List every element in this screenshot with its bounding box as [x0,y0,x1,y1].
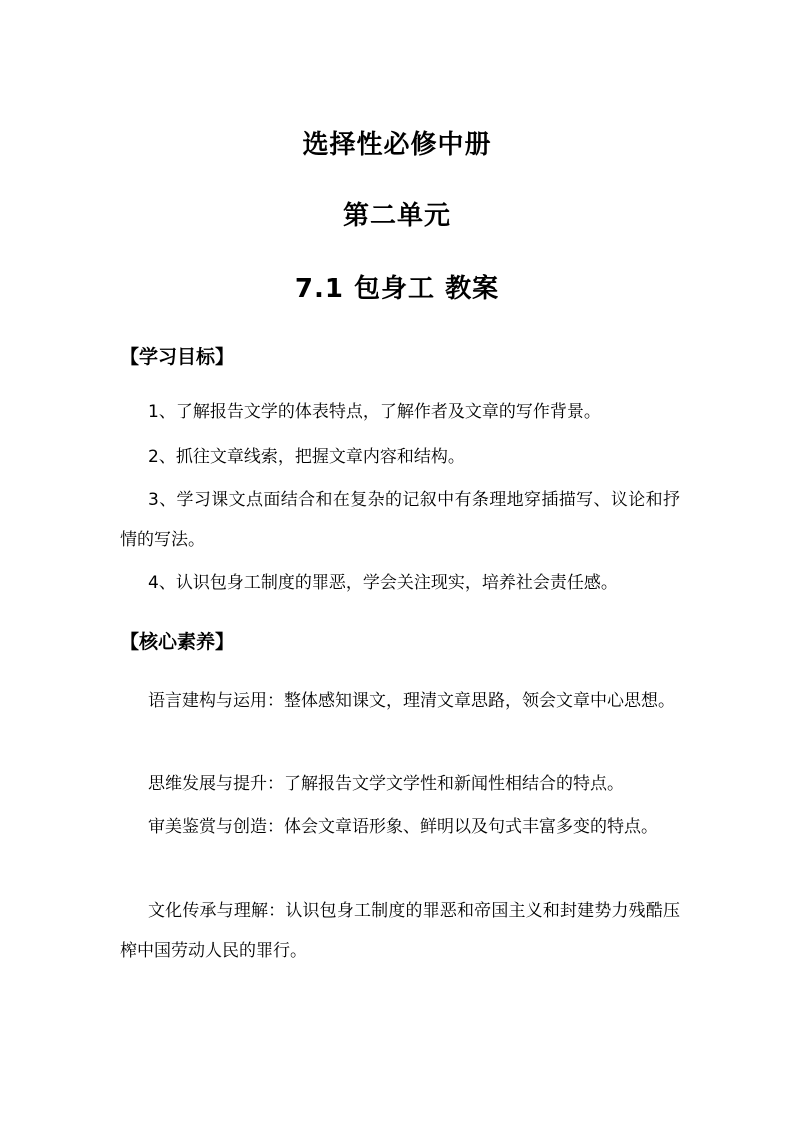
literacy-paragraph: 文化传承与理解：认识包身工制度的罪恶和帝国主义和封建势力残酷压榨中国劳动人民的罪行。 [120,901,680,961]
section-heading-learning-goals: 【学习目标】 [120,346,235,368]
literacy-paragraph: 审美鉴赏与创造：体会文章语形象、鲜明以及句式丰富多变的特点。 [148,817,658,837]
book-title: 选择性必修中册 [302,130,492,160]
unit-title: 第二单元 [342,201,451,231]
goal-paragraph: 3、学习课文点面结合和在复杂的记叙中有条理地穿插描写、议论和抒情的写法。 [120,490,680,550]
goal-paragraph: 2、抓往文章线索，把握文章内容和结构。 [148,447,465,467]
goal-paragraph: 1、了解报告文学的体表特点，了解作者及文章的写作背景。 [148,402,601,422]
section-heading-core-literacy: 【核心素养】 [120,631,235,653]
literacy-paragraph: 语言建构与运用：整体感知课文，理清文章思路，领会文章中心思想。 [148,691,675,711]
goal-paragraph: 4、认识包身工制度的罪恶，学会关注现实，培养社会责任感。 [148,573,618,593]
lesson-title: 7.1 包身工 教案 [294,274,500,304]
literacy-paragraph: 思维发展与提升：了解报告文学文学性和新闻性相结合的特点。 [148,774,624,794]
